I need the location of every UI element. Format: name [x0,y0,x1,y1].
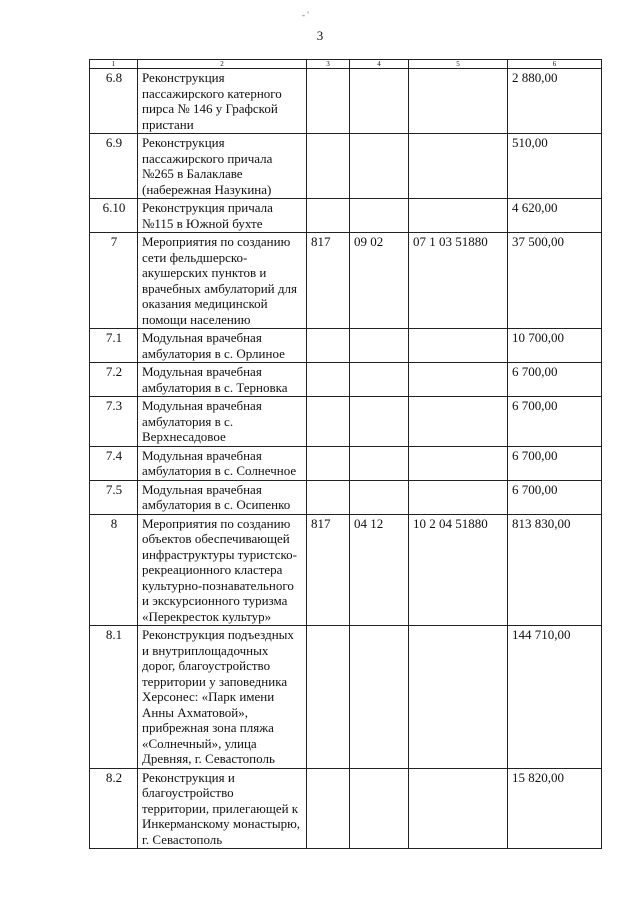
table-row [90,514,602,626]
section-code [350,329,409,363]
page-number: 3 [316,28,324,43]
column-number: 6 [508,60,602,69]
table-row [90,329,602,363]
target-code [409,626,508,769]
amount: 6 700,00 [508,363,602,397]
amount: 510,00 [508,134,602,199]
table-row [90,626,602,769]
agency-code [307,626,350,769]
item-name: Реконструкция пассажирского катерного пирса № 146 у Графской пристани [138,69,307,134]
item-number: 7.4 [90,446,138,480]
target-code [409,69,508,134]
column-number: 5 [409,60,508,69]
column-number: 1 [90,60,138,69]
item-number: 7 [90,233,138,329]
agency-code [307,199,350,233]
target-code [409,397,508,447]
section-code [350,446,409,480]
column-number: 4 [350,60,409,69]
table-row [90,446,602,480]
agency-code [307,397,350,447]
budget-table [89,59,602,849]
agency-code [307,480,350,514]
section-code [350,363,409,397]
amount: 6 700,00 [508,480,602,514]
table-row [90,397,602,447]
section-code [350,199,409,233]
section-code [350,768,409,849]
item-number: 7.1 [90,329,138,363]
section-code [350,626,409,769]
target-code [409,480,508,514]
agency-code [307,329,350,363]
section-code: 09 02 [350,233,409,329]
target-code [409,199,508,233]
agency-code [307,768,350,849]
section-code [350,134,409,199]
target-code [409,363,508,397]
agency-code [307,134,350,199]
item-number: 8.2 [90,768,138,849]
item-name: Реконструкция и благоустройство территории, прилегающей к Инкерманскому монастырю, г. Севастополь [138,768,307,849]
agency-code [307,446,350,480]
target-code [409,768,508,849]
target-code: 07 1 03 51880 [409,233,508,329]
table-row [90,134,602,199]
table-row [90,480,602,514]
agency-code [307,69,350,134]
agency-code [307,363,350,397]
table-row [90,363,602,397]
target-code: 10 2 04 51880 [409,514,508,626]
item-number: 7.2 [90,363,138,397]
item-name: Реконструкция подъездных и внутриплощадочных дорог, благоустройство территории у заповедника Херсонес: «Парк имени Анны Ахматовой», прибрежная зона пляжа «Солнечный», улица Древняя, г. Севастополь [138,626,307,769]
amount: 10 700,00 [508,329,602,363]
item-name: Модульная врачебная амбулатория в с. Верхнесадовое [138,397,307,447]
item-name: Реконструкция причала №115 в Южной бухте [138,199,307,233]
item-number: 8 [90,514,138,626]
target-code [409,446,508,480]
item-name: Реконструкция пассажирского причала №265 в Балаклаве (набережная Назукина) [138,134,307,199]
target-code [409,329,508,363]
table-row [90,199,602,233]
amount: 144 710,00 [508,626,602,769]
amount: 37 500,00 [508,233,602,329]
item-number: 7.3 [90,397,138,447]
item-number: 6.10 [90,199,138,233]
column-number-row [90,60,602,69]
target-code [409,134,508,199]
column-number: 3 [307,60,350,69]
amount: 6 700,00 [508,397,602,447]
item-name: Модульная врачебная амбулатория в с. Солнечное [138,446,307,480]
item-number: 6.9 [90,134,138,199]
section-code [350,480,409,514]
table-row [90,69,602,134]
amount: 15 820,00 [508,768,602,849]
section-code: 04 12 [350,514,409,626]
column-number: 2 [138,60,307,69]
item-name: Модульная врачебная амбулатория в с. Терновка [138,363,307,397]
item-number: 6.8 [90,69,138,134]
scan-speck: - ' [302,10,309,20]
amount: 4 620,00 [508,199,602,233]
item-name: Мероприятия по созданию сети фельдшерско-акушерских пунктов и врачебных амбулаторий для оказания медицинской помощи населению [138,233,307,329]
agency-code: 817 [307,233,350,329]
section-code [350,397,409,447]
table-row [90,233,602,329]
item-name: Модульная врачебная амбулатория в с. Осипенко [138,480,307,514]
table-row [90,768,602,849]
item-name: Модульная врачебная амбулатория в с. Орлиное [138,329,307,363]
amount: 6 700,00 [508,446,602,480]
agency-code: 817 [307,514,350,626]
amount: 2 880,00 [508,69,602,134]
amount: 813 830,00 [508,514,602,626]
item-number: 7.5 [90,480,138,514]
item-name: Мероприятия по созданию объектов обеспечивающей инфраструктуры туристско-рекреационного кластера культурно-познавательного и экскурсионного туризма «Перекресток культур» [138,514,307,626]
item-number: 8.1 [90,626,138,769]
section-code [350,69,409,134]
